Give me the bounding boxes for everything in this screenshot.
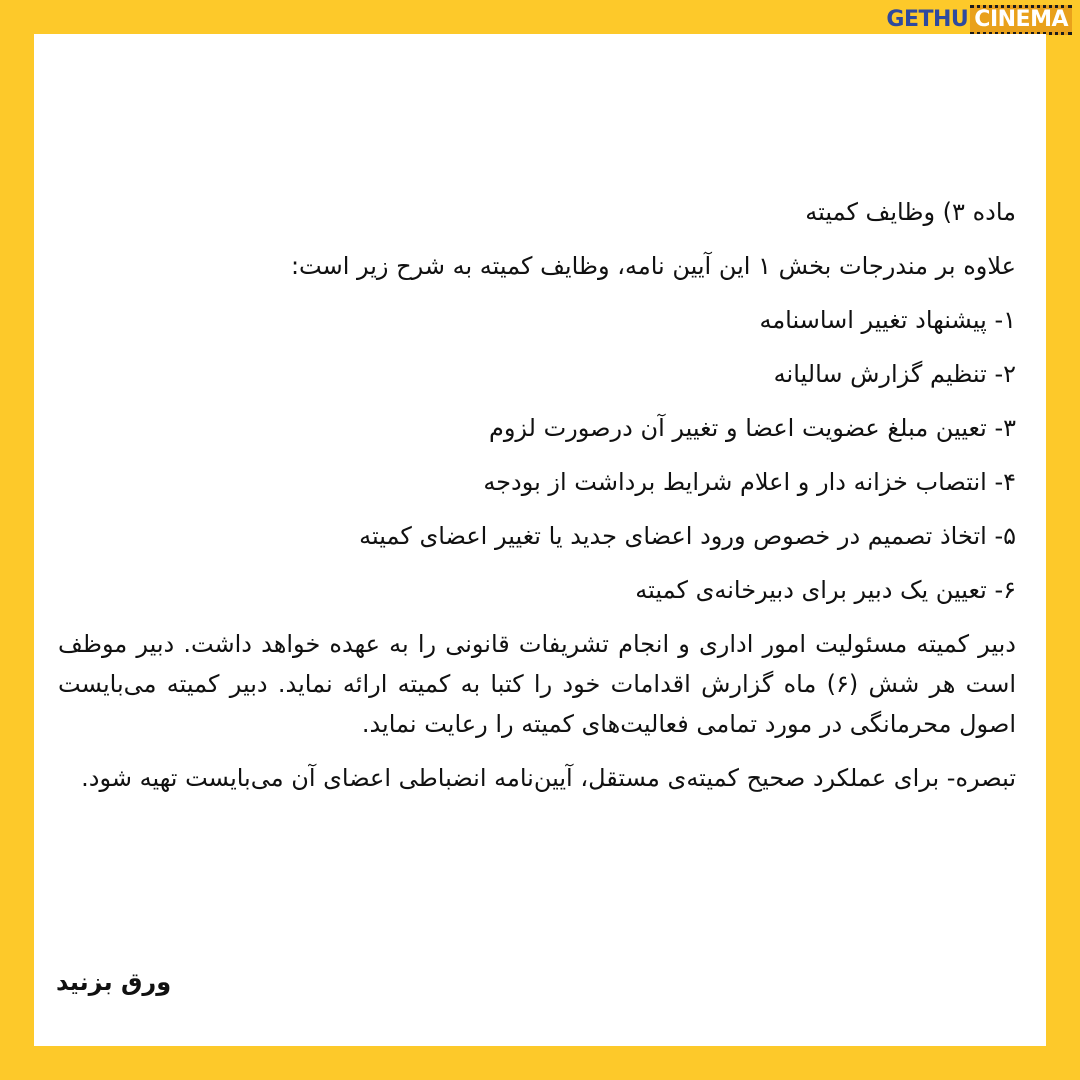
- secretary-paragraph: دبیر کمیته مسئولیت امور اداری و انجام تشریفات قانونی را به عهده خواهد داشت. دبیر موظف است هر شش (۶) ماه گزارش اقدامات خود را کتبا به کمیته ارائه نماید. دبیر کمیته می‌بایست اصول محرمانگی در مورد تمامی فعالیت‌های کمیته را رعایت نماید.: [58, 630, 1017, 738]
- note-paragraph: تبصره- برای عملکرد صحیح کمیته‌ی مستقل، آیین‌نامه انضباطی اعضای آن می‌بایست تهیه شود.: [81, 764, 1016, 792]
- list-item: ۲- تنظیم گزارش سالیانه: [773, 360, 1016, 388]
- section-title: ماده ۳) وظایف کمیته: [805, 198, 1016, 226]
- intro-text: علاوه بر مندرجات بخش ۱ این آیین نامه، وظایف کمیته به شرح زیر است:: [290, 252, 1016, 280]
- document-page: [34, 34, 1046, 1046]
- document-body: [58, 192, 1016, 812]
- turn-page-note: ورق بزنید: [56, 968, 172, 996]
- list-item: ۵- اتخاذ تصمیم در خصوص ورود اعضای جدید یا تغییر اعضای کمیته: [359, 522, 1016, 550]
- list-item: ۱- پیشنهاد تغییر اساسنامه: [759, 306, 1016, 334]
- list-item: ۴- انتصاب خزانه دار و اعلام شرایط برداشت از بودجه: [483, 468, 1016, 496]
- brand-logo-part1: GETHU: [886, 7, 969, 32]
- brand-logo-part2: CINEMA: [970, 5, 1072, 35]
- brand-logo: [886, 4, 1072, 36]
- list-item: ۶- تعیین یک دبیر برای دبیرخانه‌ی کمیته: [635, 576, 1016, 604]
- list-item: ۳- تعیین مبلغ عضویت اعضا و تغییر آن درصورت لزوم: [488, 414, 1016, 442]
